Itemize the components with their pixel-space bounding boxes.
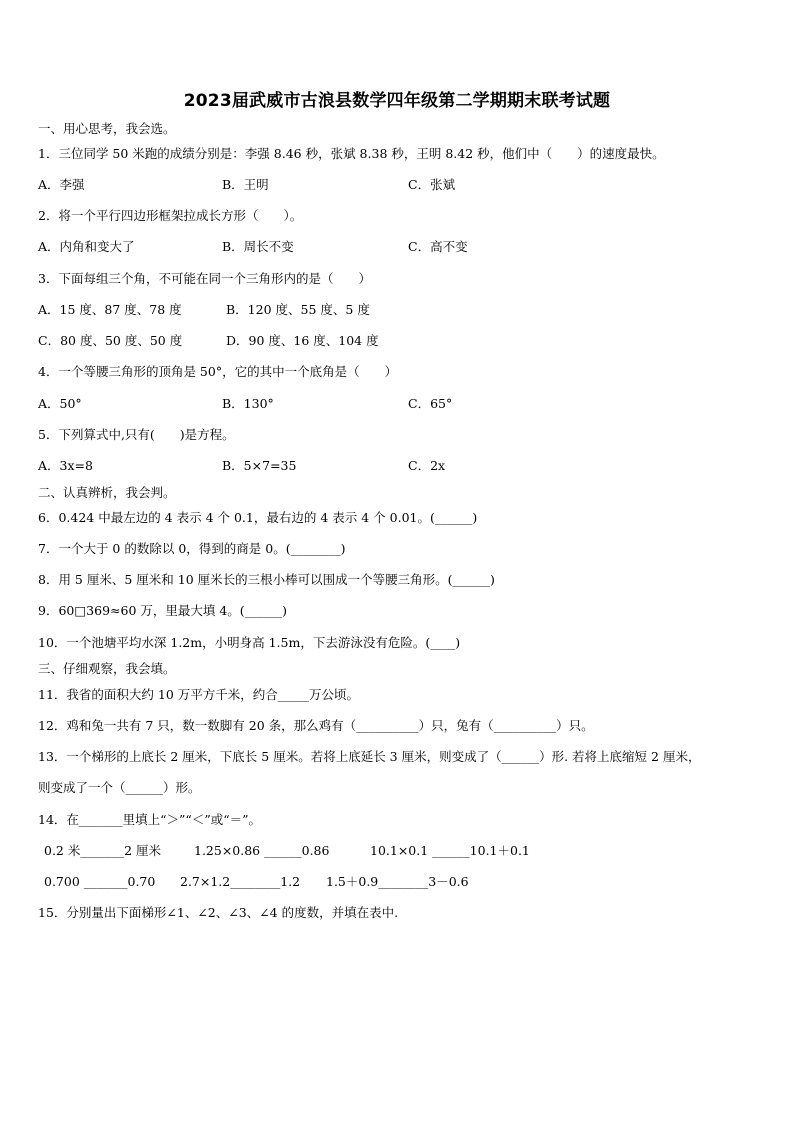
question-3: 3．下面每组三个角，不可能在同一个三角形内的是（ ） <box>38 271 371 286</box>
q3-option-a: A．15 度、87 度、78 度 <box>38 302 182 317</box>
question-13-line-1: 13．一个梯形的上底长 2 厘米，下底长 5 厘米。若将上底延长 3 厘米，则变成了（______）形. 若将上底缩短 2 厘米， <box>38 749 701 764</box>
question-2: 2．将一个平行四边形框架拉成长方形（ ）。 <box>38 208 303 223</box>
question-6: 6．0.424 中最左边的 4 表示 4 个 0.1，最右边的 4 表示 4 个 0.01。(______) <box>38 510 478 525</box>
question-13-line-2: 则变成了一个（______）形。 <box>38 780 201 795</box>
question-14: 14．在_______里填上“＞”“＜”或“＝”。 <box>38 812 261 827</box>
q3-option-d: D．90 度、16 度、104 度 <box>226 333 379 348</box>
q2-option-b: B．周长不变 <box>222 239 294 254</box>
q14-item-6: 1.5＋0.9________3－0.6 <box>326 874 469 889</box>
q3-option-c: C．80 度、50 度、50 度 <box>38 333 183 348</box>
q1-option-a: A．李强 <box>38 177 85 192</box>
question-10: 10．一个池塘平均水深 1.2m，小明身高 1.5m，下去游泳没有危险。(____) <box>38 635 461 650</box>
question-4: 4．一个等腰三角形的顶角是 50°，它的其中一个底角是（ ） <box>38 364 398 379</box>
question-5: 5．下列算式中,只有( )是方程。 <box>38 427 235 442</box>
question-8: 8．用 5 厘米、5 厘米和 10 厘米长的三根小棒可以围成一个等腰三角形。(______) <box>38 572 495 587</box>
q2-option-a: A．内角和变大了 <box>38 239 135 254</box>
section-heading-choice: 一、用心思考，我会选。 <box>38 121 176 136</box>
q5-option-c: C．2x <box>408 458 446 473</box>
page-title: 2023届武威市古浪县数学四年级第二学期期末联考试题 <box>183 91 611 111</box>
q14-item-4: 0.700 _______0.70 <box>44 874 156 889</box>
q1-option-b: B．王明 <box>222 177 269 192</box>
q1-option-c: C．张斌 <box>408 177 456 192</box>
question-15: 15．分别量出下面梯形∠1、∠2、∠3、∠4 的度数，并填在表中. <box>38 905 399 920</box>
q5-option-a: A．3x=8 <box>38 458 93 473</box>
q14-item-2: 1.25×0.86 ______0.86 <box>194 843 330 858</box>
question-12: 12．鸡和兔一共有 7 只，数一数脚有 20 条，那么鸡有（__________）只，兔有（__________）只。 <box>38 718 594 733</box>
q4-option-c: C．65° <box>408 396 453 411</box>
section-heading-judge: 二、认真辨析，我会判。 <box>38 485 176 500</box>
question-1: 1．三位同学 50 米跑的成绩分别是：李强 8.46 秒，张斌 8.38 秒，王明 8.42 秒，他们中（ ）的速度最快。 <box>38 146 665 161</box>
q14-item-1: 0.2 米_______2 厘米 <box>44 843 162 858</box>
q3-option-b: B．120 度、55 度、5 度 <box>226 302 370 317</box>
q4-option-a: A．50° <box>38 396 82 411</box>
question-9: 9．60□369≈60 万，里最大填 4。(______) <box>38 603 288 618</box>
q14-item-5: 2.7×1.2________1.2 <box>180 874 301 889</box>
q14-item-3: 10.1×0.1 ______10.1＋0.1 <box>370 843 530 858</box>
section-heading-fill: 三、仔细观察，我会填。 <box>38 661 176 676</box>
q5-option-b: B．5×7=35 <box>222 458 297 473</box>
question-11: 11．我省的面积大约 10 万平方千米，约合_____万公顷。 <box>38 687 360 702</box>
question-7: 7．一个大于 0 的数除以 0，得到的商是 0。(________) <box>38 541 346 556</box>
q4-option-b: B．130° <box>222 396 274 411</box>
q2-option-c: C．高不变 <box>408 239 468 254</box>
